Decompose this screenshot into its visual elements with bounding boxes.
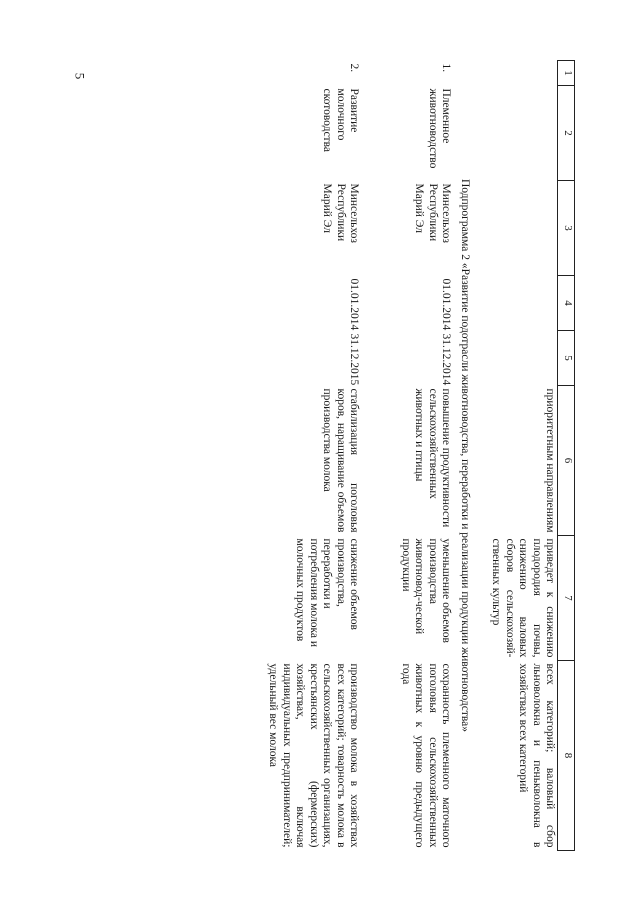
executor: Минсельхоз Республики Марий Эл	[413, 183, 452, 243]
column-number: 1	[558, 61, 575, 86]
table-row	[179, 61, 361, 851]
column-number: 2	[558, 86, 575, 181]
end-date: 31.12.2014	[440, 333, 452, 386]
consequence: снижение объемов производства, переработки и потребления молока и молочных продуктов	[294, 538, 360, 648]
expected-result: стабилизация поголовья коров, наращивание объемов производства молока	[321, 388, 360, 533]
column-number: 7	[558, 536, 575, 661]
document-sheet	[105, 60, 575, 850]
row-number: 1.	[440, 63, 452, 73]
column-number: 6	[558, 386, 575, 536]
continuation-consequence: приведет к снижению плодородия почвы, снижению валовых сборов сельскохозяй-ственных культур	[490, 538, 556, 658]
column-number: 3	[558, 181, 575, 276]
executor: Минсельхоз Республики Марий Эл	[321, 183, 360, 243]
column-number-row	[558, 61, 575, 851]
column-number: 5	[558, 331, 575, 386]
indicator: сохранность племенного маточного поголовья сельскохозяйственных животных к уровню предыдущего года	[399, 663, 452, 848]
measure-name: Развитие молочного скотоводства	[321, 88, 360, 152]
column-number: 8	[558, 661, 575, 851]
continuation-indicator: всех категорий; валовый сбор льноволокна и пенькволокна в хозяйствах всех категорий	[517, 663, 556, 848]
subprogram-row	[453, 61, 473, 851]
subprogram-title: Подпрограмма 2 «Развитие подотрасли животноводства, переработки и реализации продукции животноводства»	[459, 178, 471, 733]
measure-name: Племенное животноводство	[426, 88, 452, 169]
program-table	[179, 60, 575, 851]
table-row	[361, 61, 453, 851]
start-date: 01.01.2014	[348, 278, 360, 331]
continuation-row	[473, 61, 558, 851]
row-number: 2.	[348, 63, 360, 73]
continuation-result: приоритетным направлениям	[544, 388, 556, 533]
end-date: 31.12.2015	[348, 333, 360, 386]
indicator: производство молока в хозяйствах всех категорий; товарность молока в сельскохозяйственных организациях, крестьянских (фермерских) хозяйствах, включая индивидуальных предпринимателей; удельный вес молока	[267, 663, 360, 848]
column-number: 4	[558, 276, 575, 331]
consequence: уменьшение объемов производства животновод-ческой продукции	[399, 538, 452, 643]
start-date: 01.01.2014	[440, 278, 452, 331]
page-number: 5	[72, 72, 88, 80]
expected-result: повышение продуктивности сельскохозяйственных животных и птицы	[413, 388, 452, 528]
